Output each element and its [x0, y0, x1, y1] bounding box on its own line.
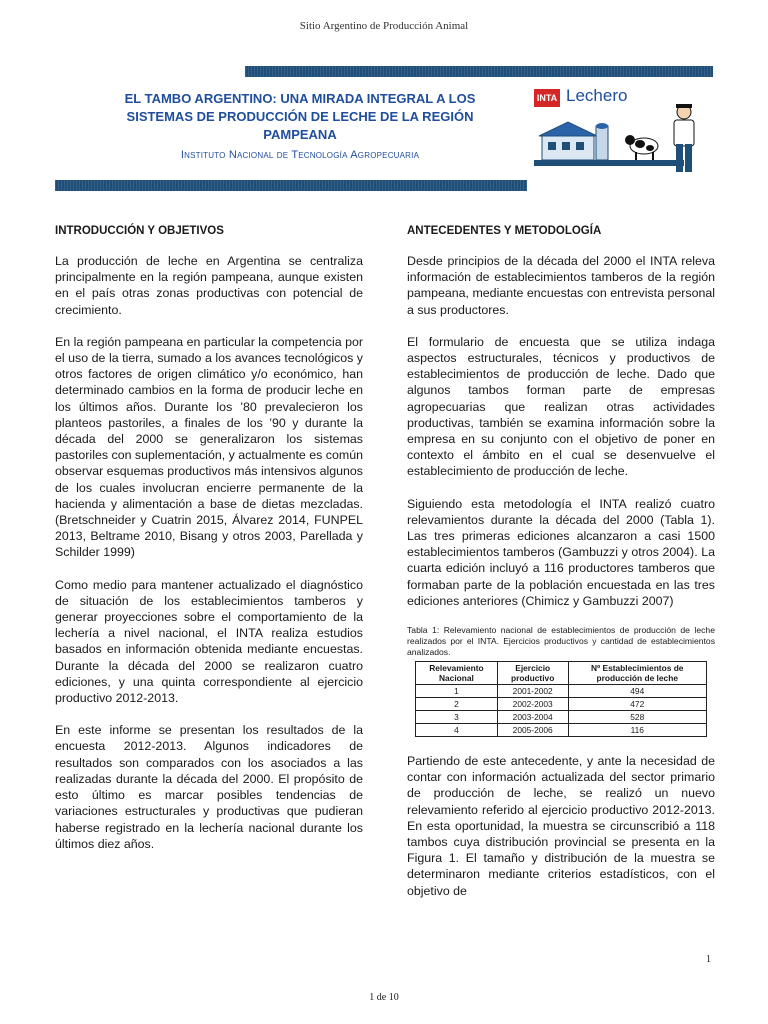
- document-title: EL TAMBO ARGENTINO: UNA MIRADA INTEGRAL A LOS SISTEMAS DE PRODUCCIÓN DE LECHE DE LA REGIÓN PAMPEANA: [124, 91, 476, 142]
- table-cell: 1: [416, 685, 498, 698]
- paragraph: En la región pampeana en particular la competencia por el uso de la tierra, sumado a los avances tecnológicos y otros factores de origen climático y/o económico, han determinado cambios en la forma de producir leche en los últimos años. Durante los ’80 prevalecieron los planteos pastoriles, a finales de los ’90 y durante la década del 2000 se generalizaron los sistemas pastoriles con suplementación, y actualmente es común observar esquemas productivos más intensivos algunos de los cuales involucran encierre permanente de la hacienda y alimentación a base de dietas mezcladas. (Bretschneider y Cuatrin 2015, Álvarez 2014, FUNPEL 2013, Beltrame 2010, Bisang y otros 2003, Parellada y Schilder 1999): [55, 334, 363, 560]
- paragraph: En este informe se presentan los resultados de la encuesta 2012-2013. Algunos indicadores de resultados son comparados con los asociados a las realizadas durante la década del 2000. El propósito de esto último es marcar posibles tendencias de variaciones estructurales y productivas que pudieran haberse registrado en la lechería nacional durante los últimos diez años.: [55, 723, 363, 851]
- section-heading-introduccion: INTRODUCCIÓN Y OBJETIVOS: [55, 225, 224, 237]
- table-cell: 4: [416, 724, 498, 737]
- title-block: [110, 90, 490, 164]
- column-header: Nº Establecimientos de producción de leche: [568, 662, 706, 685]
- paragraph: Como medio para mantener actualizado el diagnóstico de situación de los establecimientos tamberos y generar proyecciones sobre el comportamiento de la lechería a nivel nacional, el INTA realiza estudios basados en información obtenida mediante encuestas. Durante la década del 2000 se realizaron cuatro ediciones, y una quinta correspondiente al ejercicio productivo 2012-2013.: [55, 577, 363, 706]
- table-row: [416, 685, 707, 698]
- table-row: [416, 698, 707, 711]
- column-header: Ejercicio productivo: [497, 662, 568, 685]
- inta-lechero-logo: [534, 86, 714, 180]
- table-caption: Tabla 1: Relevamiento nacional de establecimientos de producción de leche realizados por el INTA. Ejercicios productivos y cantidad de establecimientos analizados.: [407, 625, 715, 658]
- table-cell: 3: [416, 711, 498, 724]
- header-bar-top: [245, 66, 713, 77]
- right-column: [407, 222, 715, 915]
- section-heading-antecedentes: ANTECEDENTES Y METODOLOGÍA: [407, 225, 602, 237]
- column-header: Relevamiento Nacional: [416, 662, 498, 685]
- page-number: 1: [706, 954, 711, 965]
- inta-badge: INTA: [534, 89, 560, 107]
- table-cell: 2: [416, 698, 498, 711]
- data-table: [415, 661, 707, 737]
- site-header: Sitio Argentino de Producción Animal: [299, 20, 469, 32]
- table-cell: 116: [568, 724, 706, 737]
- table-cell: 472: [568, 698, 706, 711]
- table-cell: 528: [568, 711, 706, 724]
- paragraph: Partiendo de este antecedente, y ante la necesidad de contar con información actualizada del sector primario de producción de leche, se realizó un nuevo relevamiento referido al ejercicio productivo 2012-2013. En esta oportunidad, la muestra se circunscribió a 118 tambos cuya distribución provincial se presenta en la Figura 1. El tamaño y distribución de la muestra se determinaron mediante criterios estadísticos, con el objetivo de: [407, 754, 715, 898]
- paragraph: Desde principios de la década del 2000 el INTA releva información de establecimientos tamberos de la región pampeana, mediante encuestas con entrevista personal a sus productores.: [407, 254, 715, 317]
- table-row: [416, 724, 707, 737]
- table-header-row: [416, 662, 707, 685]
- table-row: [416, 711, 707, 724]
- page-footer: 1 de 10: [369, 992, 399, 1003]
- header-bar-bottom: [55, 180, 527, 191]
- table-cell: 2005-2006: [497, 724, 568, 737]
- table-cell: 2002-2003: [497, 698, 568, 711]
- paragraph: Siguiendo esta metodología el INTA realizó cuatro relevamientos durante la década del 2000 (Tabla 1). Las tres primeras ediciones alcanzaron a casi 1500 establecimientos tamberos (Gambuzzi y otros 2004). La cuarta edición incluyó a 116 productores tamberos que formaban parte de la población encuestada en las tres ediciones anteriores (Chimicz y Gambuzzi 2007): [407, 496, 715, 608]
- paragraph: La producción de leche en Argentina se centraliza principalmente en la región pampeana, aunque existen en el país otras zonas productivas con potencial de crecimiento.: [55, 254, 363, 317]
- lechero-label: Lechero: [566, 86, 628, 105]
- table-cell: 494: [568, 685, 706, 698]
- table-cell: 2003-2004: [497, 711, 568, 724]
- paragraph: El formulario de encuesta que se utiliza indaga aspectos estructurales, técnicos y productivos de establecimientos de producción de leche. Dado que algunos tambos forman parte de empresas agropecuarias que realizan otras actividades productivas, también se examina información sobre la empresa en su conjunto con el objetivo de poner en contexto el ámbito en el cual se desenvuelve el establecimiento de producción de leche.: [407, 334, 715, 479]
- table-cell: 2001-2002: [497, 685, 568, 698]
- left-column: [55, 222, 363, 868]
- document-subtitle: Instituto Nacional de Tecnología Agropecuaria: [180, 149, 420, 161]
